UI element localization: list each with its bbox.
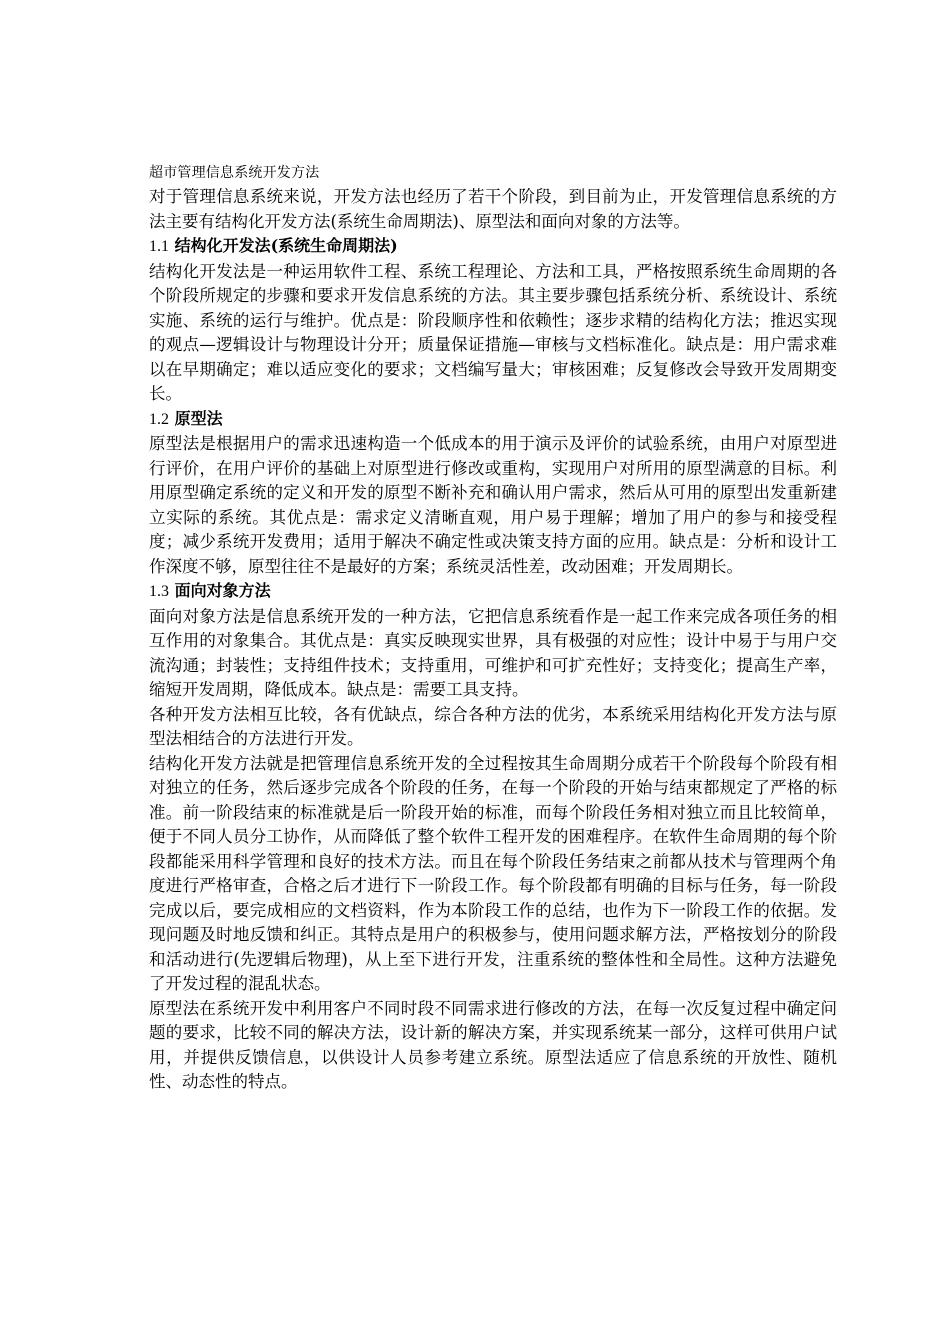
section-body-1-3: 面向对象方法是信息系统开发的一种方法，它把信息系统看作是一起工作来完成各项任务的相互作用的对象集合。其优点是：真实反映现实世界，具有极强的对应性；设计中易于与用户交流沟通；封装性；支持组件技术；支持重用，可维护和可扩充性好；支持变化；提高生产率，缩短开发周期，降低成本。缺点是：需要工具支持。 — [149, 606, 837, 699]
section-heading-1-2 — [149, 407, 837, 433]
document-content — [149, 163, 837, 1095]
prototype-method-paragraph: 原型法在系统开发中利用客户不同时段不同需求进行修改的方法，在每一次反复过程中确定问题的要求，比较不同的解决方法，设计新的解决方案，并实现系统某一部分，这样可供用户试用，并提供反馈信息，以供设计人员参考建立系统。原型法适应了信息系统的开放性、随机性、动态性的特点。 — [149, 998, 837, 1091]
section-title: 结构化开发法(系统生命周期法) — [174, 236, 398, 255]
section-number: 1.1 — [149, 238, 169, 255]
section-title: 原型法 — [174, 408, 223, 428]
document-title: 超市管理信息系统开发方法 — [149, 165, 320, 181]
intro-paragraph: 对于管理信息系统来说，开发方法也经历了若干个阶段，到目前为止，开发管理信息系统的方法主要有结构化开发方法(系统生命周期法)、原型法和面向对象的方法等。 — [149, 187, 837, 231]
structured-method-paragraph: 结构化开发方法就是把管理信息系统开发的全过程按其生命周期分成若干个阶段每个阶段有相对独立的任务，然后逐步完成各个阶段的任务，在每一个阶段的开始与结束都规定了严格的标准。前一阶段结束的标准就是后一阶段开始的标准，而每个阶段任务相对独立而且比较简单，便于不同人员分工协作，从而降低了整个软件工程开发的困难程序。在软件生命周期的每个阶段都能采用科学管理和良好的技术方法。而且在每个阶段任务结束之前都从技术与管理两个角度进行严格审查，合格之后才进行下一阶段工作。每个阶段都有明确的目标与任务，每一阶段完成以后，要完成相应的文档资料，作为本阶段工作的总结，也作为下一阶段工作的依据。发现问题及时地反馈和纠正。其特点是用户的积极参与，使用问题求解方法，严格按划分的阶段和活动进行(先逻辑后物理)，从上至下进行开发，注重系统的整体性和全局性。这种方法避免了开发过程的混乱状态。 — [149, 753, 837, 993]
section-body-1-2: 原型法是根据用户的需求迅速构造一个低成本的用于演示及评价的试验系统，由用户对原型进行评价，在用户评价的基础上对原型进行修改或重构，实现用户对所用的原型满意的目标。利用原型确定系统的定义和开发的原型不断补充和确认用户需求，然后从可用的原型出发重新建立实际的系统。其优点是：需求定义清晰直观，用户易于理解；增加了用户的参与和接受程度；减少系统开发费用；适用于解决不确定性或决策支持方面的应用。缺点是：分析和设计工作深度不够，原型往往不是最好的方案；系统灵活性差，改动困难；开发周期长。 — [149, 434, 837, 576]
section-title: 面向对象方法 — [174, 581, 271, 600]
section-heading-1-3 — [149, 579, 837, 605]
section-number: 1.2 — [149, 410, 169, 428]
section-heading-1-1 — [149, 234, 837, 260]
section-body-1-1: 结构化开发法是一种运用软件工程、系统工程理论、方法和工具，严格按照系统生命周期的各个阶段所规定的步骤和要求开发信息系统的方法。其主要步骤包括系统分析、系统设计、系统实施、系统的运行与维护。优点是：阶段顺序性和依赖性；逐步求精的结构化方法；推迟实现的观点—逻辑设计与物理设计分开；质量保证措施—审核与文档标准化。缺点是：用户需求难以在早期确定；难以适应变化的要求；文档编写量大；审核困难；反复修改会导致开发周期变长。 — [149, 261, 837, 403]
comparison-paragraph: 各种开发方法相互比较，各有优缺点，综合各种方法的优劣，本系统采用结构化开发方法与原型法相结合的方法进行开发。 — [149, 704, 837, 748]
section-number: 1.3 — [149, 583, 169, 600]
